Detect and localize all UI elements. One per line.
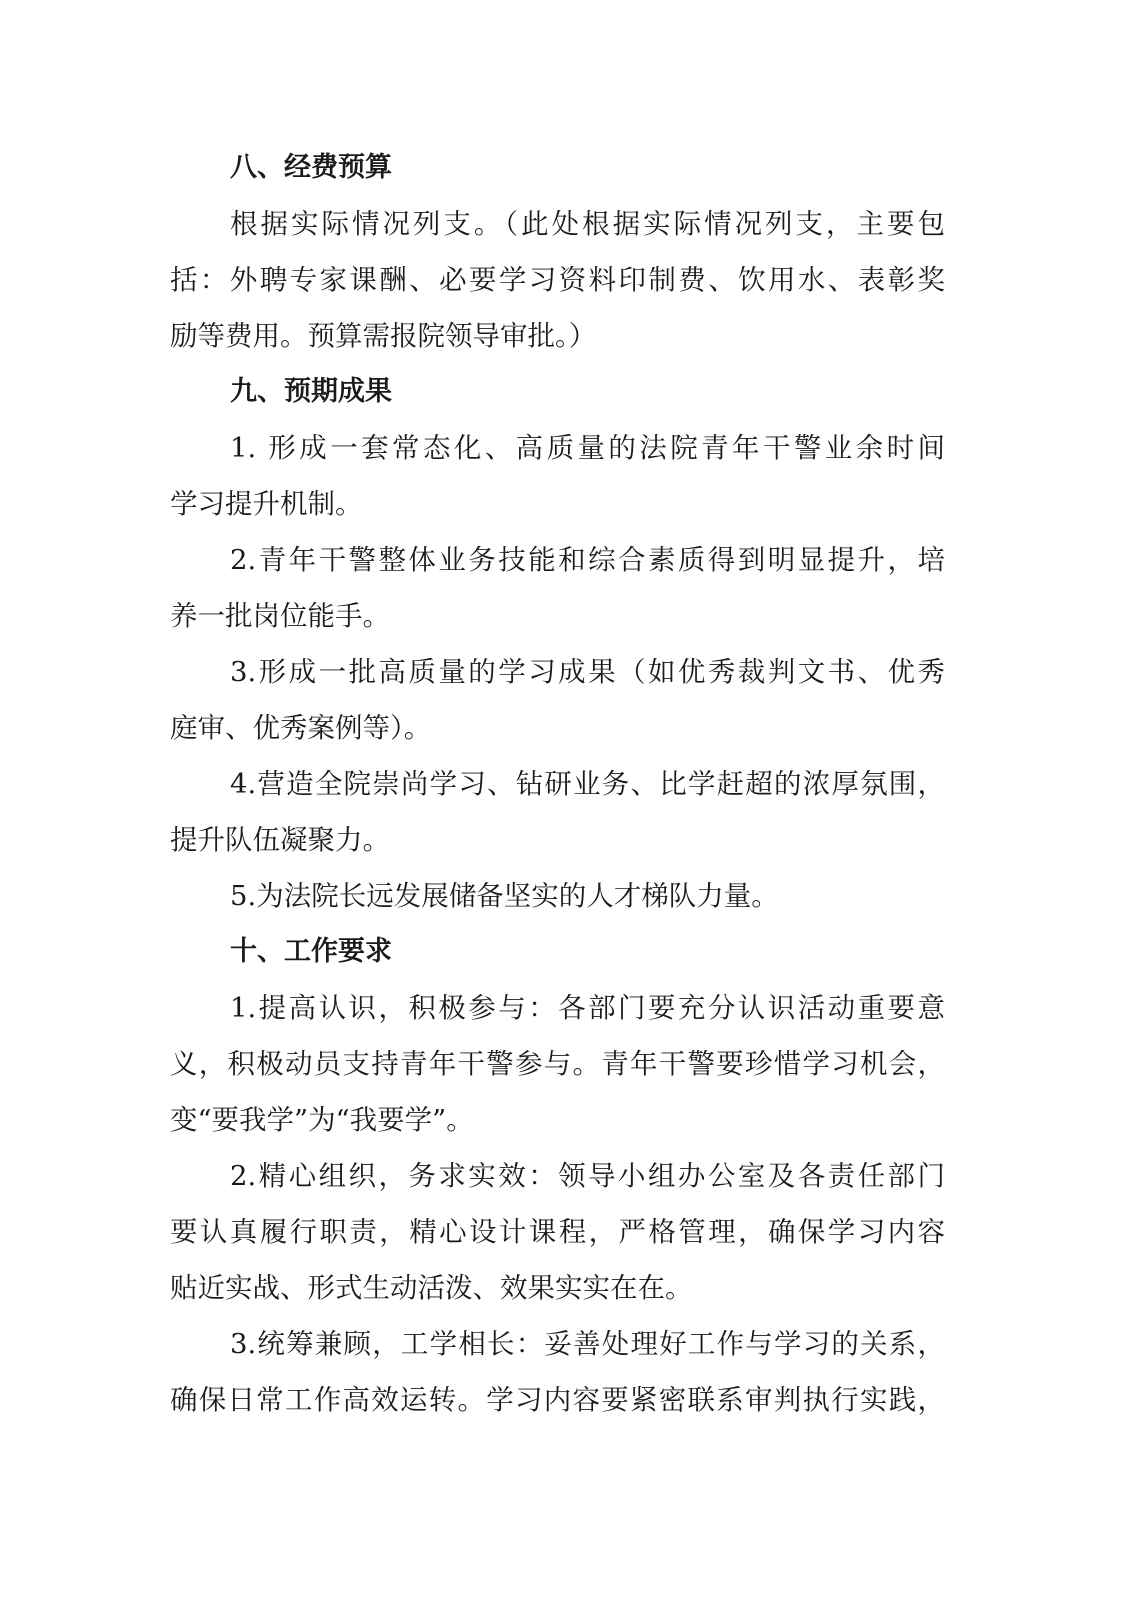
list-item-line: 2.青年干警整体业务技能和综合素质得到明显提升，培: [230, 544, 945, 576]
list-item-line: 要认真履行职责，精心设计课程，严格管理，确保学习内容: [170, 1216, 945, 1248]
list-item-line: 3.统筹兼顾，工学相长：妥善处理好工作与学习的关系，: [230, 1328, 945, 1360]
section-heading-budget: 八、经费预算: [230, 152, 392, 183]
list-item-line: 1. 形成一套常态化、高质量的法院青年干警业余时间: [230, 432, 945, 464]
list-item-line: 2.精心组织，务求实效：领导小组办公室及各责任部门: [230, 1160, 945, 1192]
list-item-line: 提升队伍凝聚力。: [170, 824, 390, 856]
list-item-line: 5.为法院长远发展储备坚实的人才梯队力量。: [230, 880, 779, 912]
paragraph-line: 括：外聘专家课酬、必要学习资料印制费、饮用水、表彰奖: [170, 264, 945, 296]
paragraph-line: 励等费用。预算需报院领导审批。）: [170, 320, 597, 352]
list-item-line: 变“要我学”为“我要学”。: [170, 1104, 474, 1136]
list-item-line: 养一批岗位能手。: [170, 600, 390, 632]
section-heading-work-requirements: 十、工作要求: [230, 936, 392, 967]
list-item-line: 4.营造全院崇尚学习、钻研业务、比学赶超的浓厚氛围，: [230, 768, 945, 800]
list-item-line: 义，积极动员支持青年干警参与。青年干警要珍惜学习机会，: [170, 1048, 945, 1080]
paragraph-line: 根据实际情况列支。（此处根据实际情况列支，主要包: [230, 208, 945, 240]
list-item-line: 学习提升机制。: [170, 488, 363, 520]
list-item-line: 贴近实战、形式生动活泼、效果实实在在。: [170, 1272, 693, 1304]
section-heading-expected-results: 九、预期成果: [230, 376, 392, 407]
list-item-line: 1.提高认识，积极参与：各部门要充分认识活动重要意: [230, 992, 945, 1024]
list-item-line: 3.形成一批高质量的学习成果（如优秀裁判文书、优秀: [230, 656, 945, 688]
list-item-line: 庭审、优秀案例等）。: [170, 712, 432, 744]
list-item-line: 确保日常工作高效运转。学习内容要紧密联系审判执行实践，: [170, 1384, 945, 1416]
